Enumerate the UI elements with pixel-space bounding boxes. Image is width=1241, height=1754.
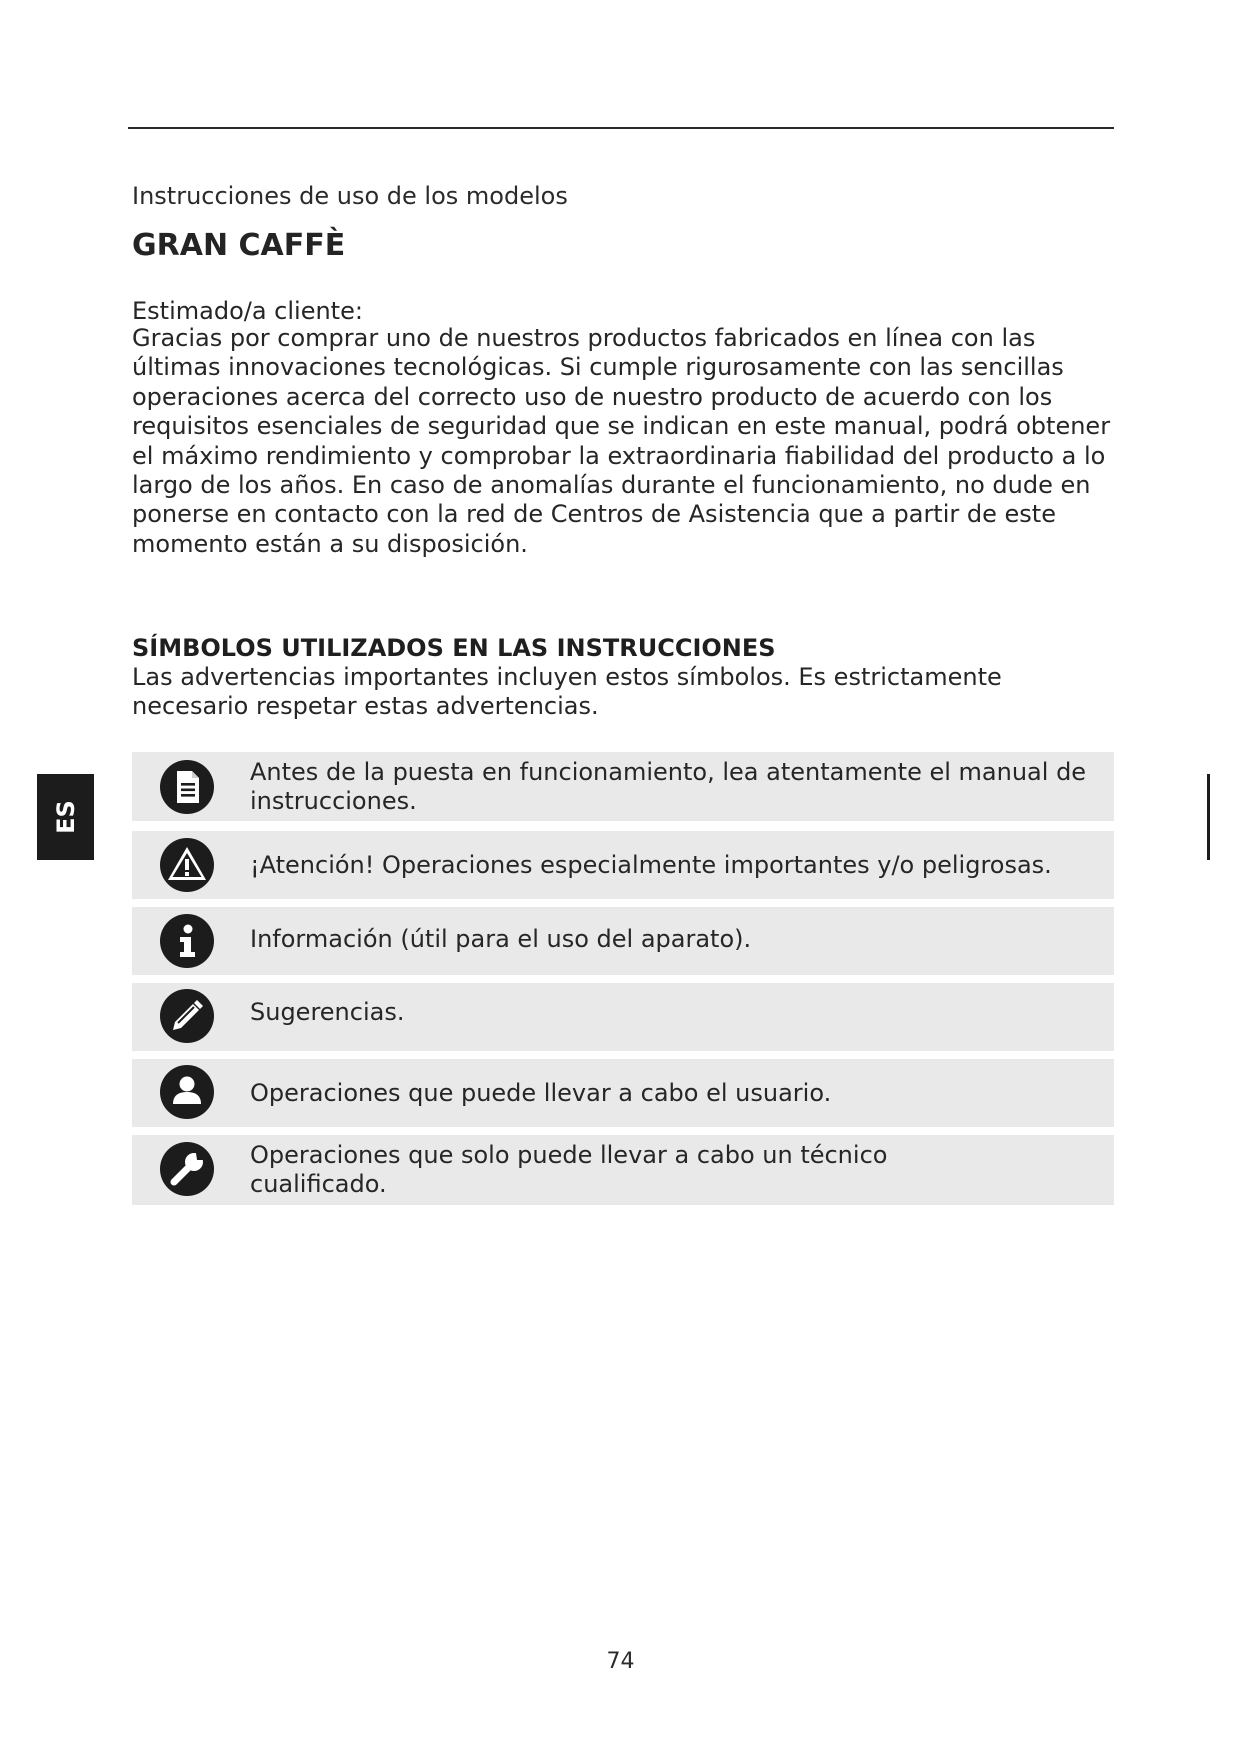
- intro-greeting: Estimado/a cliente:: [132, 297, 363, 325]
- warning-icon: [159, 837, 215, 893]
- symbol-row-manual: [132, 752, 1114, 821]
- info-icon: [159, 913, 215, 969]
- symbol-row-pencil: [132, 983, 1114, 1051]
- symbol-text-manual: Antes de la puesta en funcionamiento, lea atentamente el manual de instrucciones.: [250, 758, 1087, 815]
- page-number: 74: [606, 1649, 635, 1674]
- manual-icon: [159, 759, 215, 815]
- language-tab-label: ES: [51, 800, 80, 834]
- symbol-row-warning: [132, 831, 1114, 899]
- intro-paragraph: Gracias por comprar uno de nuestros productos fabricados en línea con las últimas innovaciones tecnológicas. Si cumple rigurosamente con las sencillas operaciones acerca del correcto uso de nuestro producto de acuerdo con los requisitos esenciales de seguridad que se indican en este manual, podrá obtener el máximo rendimiento y comprobar la extraordinaria fiabilidad del producto a lo largo de los años. En caso de anomalías durante el funcionamiento, no dude en ponerse en contacto con la red de Centros de Asistencia que a partir de este momento están a su disposición.: [132, 324, 1111, 558]
- pencil-icon: [159, 988, 215, 1044]
- language-tab: [37, 774, 94, 860]
- symbol-row-info: [132, 907, 1114, 975]
- symbol-row-wrench: [132, 1135, 1114, 1205]
- top-divider: [128, 127, 1114, 129]
- symbols-description: Las advertencias importantes incluyen estos símbolos. Es estrictamente necesario respetar estas advertencias.: [132, 663, 1002, 720]
- symbol-row-user: [132, 1059, 1114, 1127]
- wrench-icon: [159, 1141, 215, 1197]
- symbols-heading: SÍMBOLOS UTILIZADOS EN LAS INSTRUCCIONES: [132, 634, 776, 662]
- document-subtitle: Instrucciones de uso de los modelos: [132, 182, 568, 210]
- symbol-text-warning: ¡Atención! Operaciones especialmente importantes y/o peligrosas.: [250, 851, 1052, 879]
- symbol-text-wrench: Operaciones que solo puede llevar a cabo un técnico cualificado.: [250, 1141, 888, 1198]
- symbol-text-info: Información (útil para el uso del aparato).: [250, 925, 752, 953]
- document-title: GRAN CAFFÈ: [132, 228, 346, 263]
- symbol-text-user: Operaciones que puede llevar a cabo el usuario.: [250, 1079, 832, 1107]
- symbol-text-pencil: Sugerencias.: [250, 998, 405, 1026]
- page-edge-marker: [1207, 774, 1210, 860]
- user-icon: [159, 1064, 215, 1120]
